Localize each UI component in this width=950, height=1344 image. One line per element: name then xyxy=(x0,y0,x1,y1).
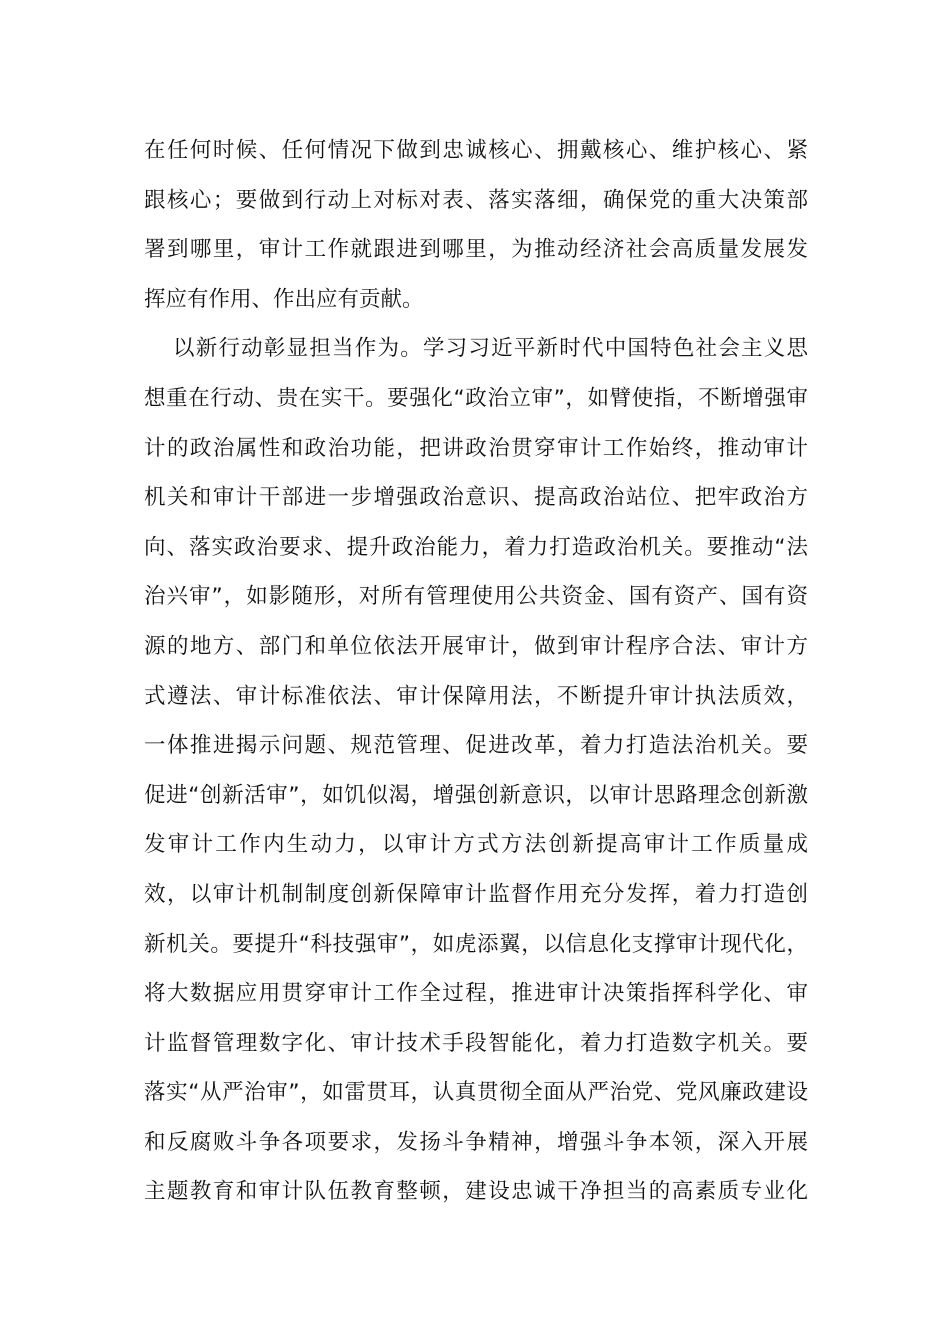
text-line: 源的地方、部门和单位依法开展审计，做到审计程序合法、审计方 xyxy=(144,633,808,659)
body-text xyxy=(144,126,808,1217)
text-line: 在任何时候、任何情况下做到忠诚核心、拥戴核心、维护核心、紧 xyxy=(144,138,808,163)
paragraph-2 xyxy=(144,324,808,1217)
text-line: 计的政治属性和政治功能，把讲政治贯穿审计工作始终，推动审计 xyxy=(144,435,808,461)
text-line: 以新行动彰显担当作为。学习习近平新时代中国特色社会主义思 xyxy=(173,336,808,362)
text-line: 机关和审计干部进一步增强政治意识、提高政治站位、把牢政治方 xyxy=(144,485,808,511)
text-line: 主题教育和审计队伍教育整顿，建设忠诚干净担当的高素质专业化 xyxy=(144,1179,808,1205)
text-line: 一体推进揭示问题、规范管理、促进改革，着力打造法治机关。要 xyxy=(144,733,808,759)
text-line: 将大数据应用贯穿审计工作全过程，推进审计决策指挥科学化、审 xyxy=(144,981,808,1007)
text-line: 跟核心；要做到行动上对标对表、落实落细，确保党的重大决策部 xyxy=(144,187,808,213)
text-line: 促进“创新活审”，如饥似渴，增强创新意识，以审计思路理念创新激 xyxy=(144,782,808,808)
paragraph-1 xyxy=(144,126,808,324)
text-line: 向、落实政治要求、提升政治能力，着力打造政治机关。要推动“法 xyxy=(144,534,808,560)
text-line: 挥应有作用、作出应有贡献。 xyxy=(144,286,424,312)
text-line: 署到哪里，审计工作就跟进到哪里，为推动经济社会高质量发展发 xyxy=(144,237,808,263)
text-line: 发审计工作内生动力，以审计方式方法创新提高审计工作质量成 xyxy=(144,832,808,858)
text-line: 计监督管理数字化、审计技术手段智能化，着力打造数字机关。要 xyxy=(144,1030,808,1056)
text-line: 新机关。要提升“科技强审”，如虎添翼，以信息化支撑审计现代化， xyxy=(144,931,808,957)
text-line: 治兴审”，如影随形，对所有管理使用公共资金、国有资产、国有资 xyxy=(144,584,808,610)
text-line: 落实“从严治审”，如雷贯耳，认真贯彻全面从严治党、党风廉政建设 xyxy=(144,1080,808,1106)
text-line: 效，以审计机制制度创新保障审计监督作用充分发挥，着力打造创 xyxy=(144,881,808,907)
text-line: 式遵法、审计标准依法、审计保障用法，不断提升审计执法质效， xyxy=(144,683,808,709)
text-line: 想重在行动、贵在实干。要强化“政治立审”，如臂使指，不断增强审 xyxy=(144,385,808,411)
text-line: 和反腐败斗争各项要求，发扬斗争精神，增强斗争本领，深入开展 xyxy=(144,1129,808,1155)
